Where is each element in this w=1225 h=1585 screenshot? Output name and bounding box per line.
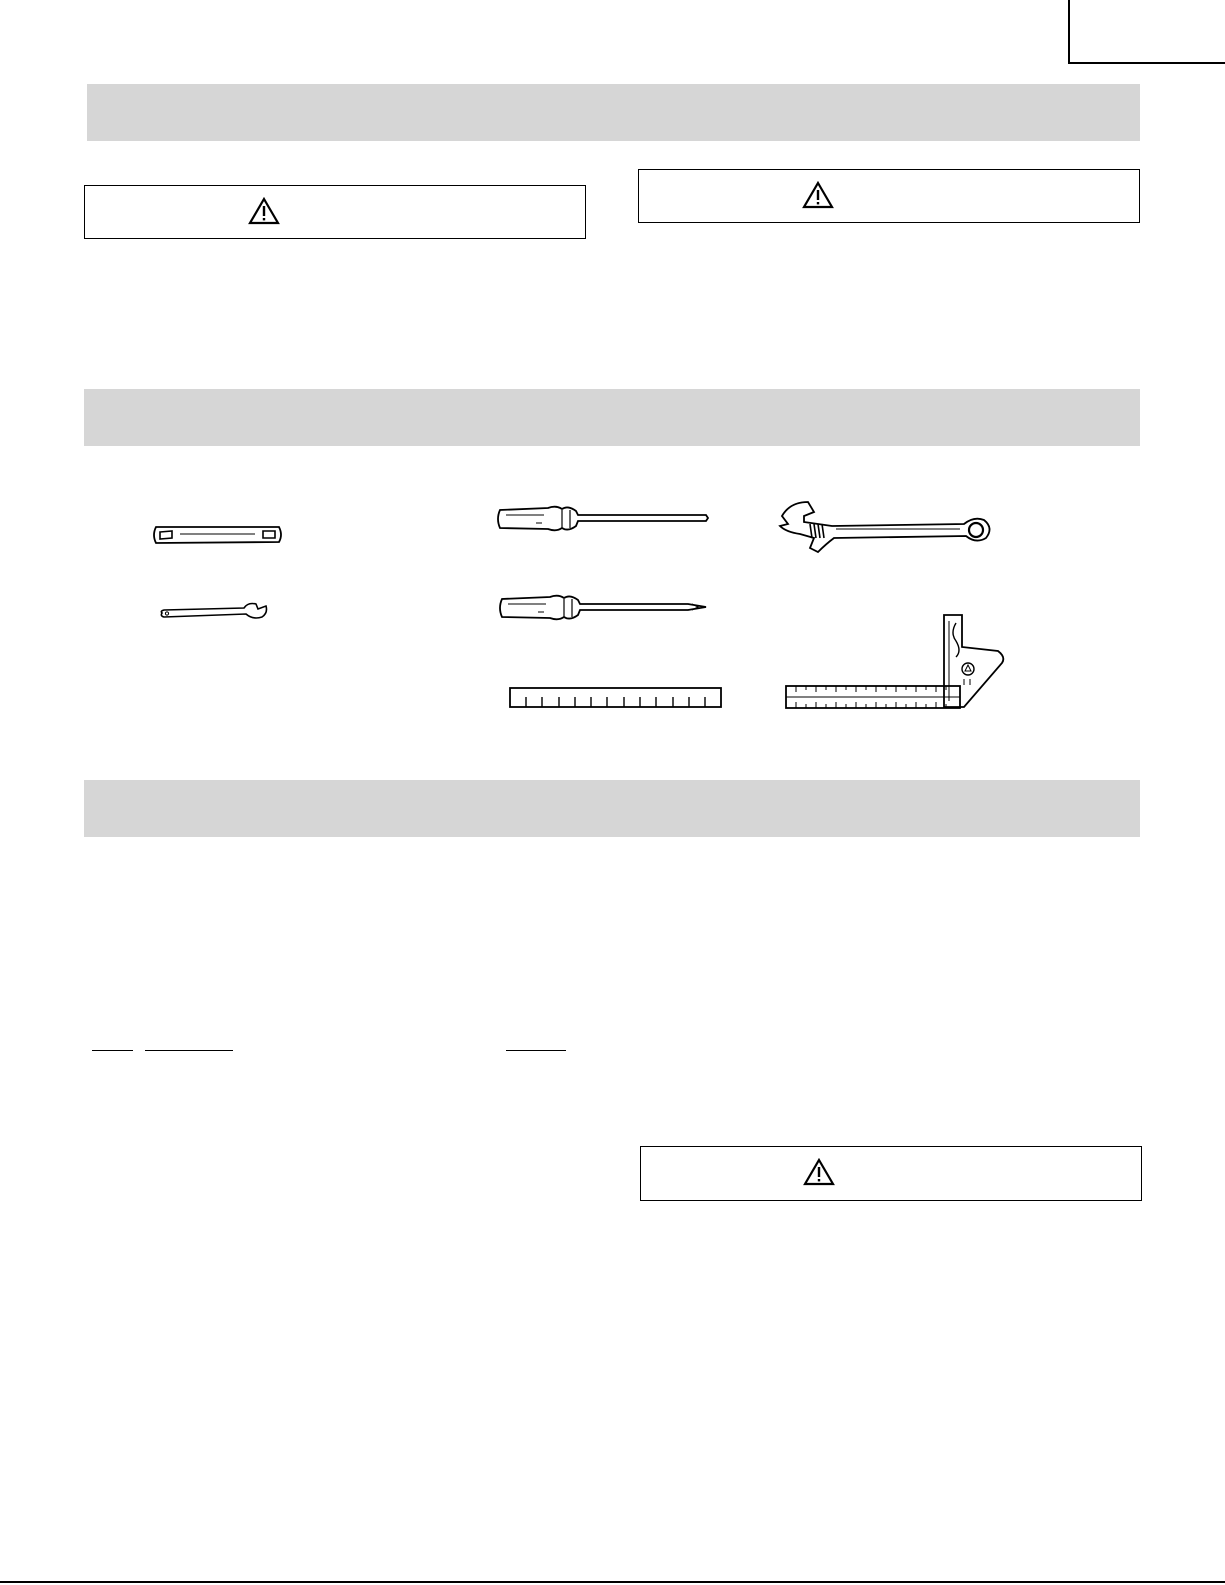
underline-mark-3	[506, 1050, 566, 1051]
section-header-band-1	[87, 84, 1140, 141]
ruler-icon	[508, 686, 724, 710]
warning-triangle-icon	[248, 197, 280, 225]
double-end-wrench-icon	[150, 522, 285, 548]
page-corner-tab	[1068, 0, 1225, 64]
underline-mark-1	[92, 1050, 133, 1051]
page-bottom-rule	[0, 1581, 1225, 1583]
section-header-band-3	[84, 780, 1140, 837]
warning-box-left	[84, 185, 586, 239]
combination-square-icon	[784, 611, 1020, 713]
flathead-screwdriver-icon	[496, 502, 714, 536]
spanner-icon	[158, 600, 273, 624]
warning-box-right	[638, 169, 1140, 223]
phillips-screwdriver-icon	[498, 591, 712, 625]
warning-box-lower	[640, 1146, 1142, 1201]
warning-triangle-icon	[803, 1158, 835, 1186]
section-header-band-2	[84, 389, 1140, 446]
warning-triangle-icon	[802, 181, 834, 209]
adjustable-wrench-icon	[774, 498, 1000, 560]
underline-mark-2	[145, 1050, 233, 1051]
